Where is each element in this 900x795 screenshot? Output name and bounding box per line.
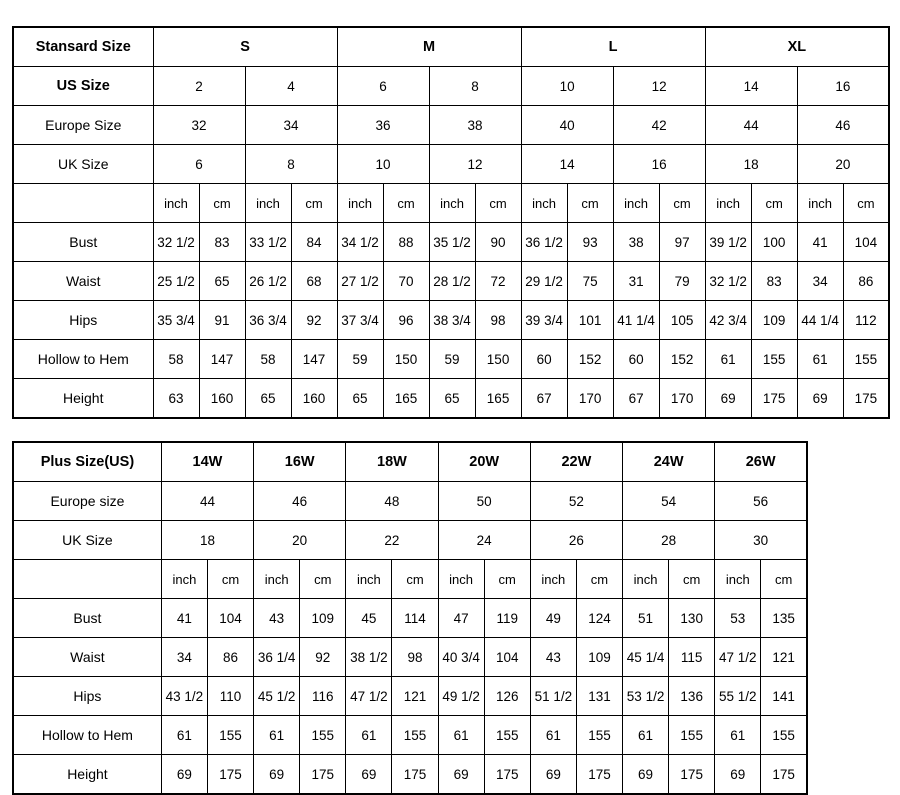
cell: 69: [623, 755, 669, 795]
plus-size-22w: 22W: [530, 442, 622, 482]
cell: 34 1/2: [337, 223, 383, 262]
cell: 48: [346, 482, 438, 521]
row-label-us-size: US Size: [13, 67, 153, 106]
cell: 104: [484, 638, 530, 677]
cell: 175: [576, 755, 622, 795]
cell: 60: [521, 340, 567, 379]
cell: 14: [521, 145, 613, 184]
cell: 105: [659, 301, 705, 340]
plus-size-table: [12, 441, 808, 795]
standard-header-label: Stansard Size: [13, 27, 153, 67]
cell: 37 3/4: [337, 301, 383, 340]
unit-cell: cm: [659, 184, 705, 223]
cell: 43: [530, 638, 576, 677]
row-label-height: Height: [13, 755, 161, 795]
cell: 35 1/2: [429, 223, 475, 262]
cell: 61: [797, 340, 843, 379]
unit-cell: inch: [429, 184, 475, 223]
cell: 51: [623, 599, 669, 638]
unit-cell: cm: [207, 560, 253, 599]
cell: 68: [291, 262, 337, 301]
cell: 69: [438, 755, 484, 795]
cell: 47: [438, 599, 484, 638]
cell: 54: [623, 482, 715, 521]
row-label-bust: Bust: [13, 599, 161, 638]
unit-cell: cm: [761, 560, 807, 599]
cell: 109: [300, 599, 346, 638]
cell: 49 1/2: [438, 677, 484, 716]
table-row: [13, 145, 889, 184]
plus-size-24w: 24W: [623, 442, 715, 482]
cell: 28 1/2: [429, 262, 475, 301]
cell: 155: [751, 340, 797, 379]
table-row: [13, 67, 889, 106]
cell: 10: [337, 145, 429, 184]
unit-cell: inch: [161, 560, 207, 599]
cell: 79: [659, 262, 705, 301]
size-group-m: M: [337, 27, 521, 67]
row-label-hollow-to-hem: Hollow to Hem: [13, 716, 161, 755]
cell: 116: [300, 677, 346, 716]
plus-size-18w: 18W: [346, 442, 438, 482]
cell: 16: [797, 67, 889, 106]
unit-cell: cm: [576, 560, 622, 599]
row-label-waist: Waist: [13, 262, 153, 301]
cell: 40: [521, 106, 613, 145]
unit-cell: inch: [254, 560, 300, 599]
cell: 92: [300, 638, 346, 677]
row-label-hollow-to-hem: Hollow to Hem: [13, 340, 153, 379]
table-row: [13, 223, 889, 262]
cell: 39 1/2: [705, 223, 751, 262]
row-label-hips: Hips: [13, 301, 153, 340]
cell: 175: [669, 755, 715, 795]
cell: 110: [207, 677, 253, 716]
cell: 49: [530, 599, 576, 638]
cell: 14: [705, 67, 797, 106]
cell: 36 1/2: [521, 223, 567, 262]
unit-cell: cm: [383, 184, 429, 223]
table-gap: [12, 419, 888, 441]
table-row-plus-sizes: [13, 442, 807, 482]
cell: 32 1/2: [153, 223, 199, 262]
row-label-waist: Waist: [13, 638, 161, 677]
cell: 136: [669, 677, 715, 716]
cell: 61: [530, 716, 576, 755]
cell: 2: [153, 67, 245, 106]
cell: 40 3/4: [438, 638, 484, 677]
table-row: [13, 340, 889, 379]
unit-cell: cm: [291, 184, 337, 223]
cell: 90: [475, 223, 521, 262]
cell: 53: [715, 599, 761, 638]
cell: 100: [751, 223, 797, 262]
unit-cell: inch: [521, 184, 567, 223]
cell: 56: [715, 482, 807, 521]
cell: 26 1/2: [245, 262, 291, 301]
cell: 135: [761, 599, 807, 638]
cell: 69: [254, 755, 300, 795]
unit-cell: inch: [438, 560, 484, 599]
cell: 147: [199, 340, 245, 379]
table-row: [13, 482, 807, 521]
cell: 75: [567, 262, 613, 301]
unit-cell: inch: [153, 184, 199, 223]
cell: 155: [392, 716, 438, 755]
cell: 44: [161, 482, 253, 521]
cell: 51 1/2: [530, 677, 576, 716]
cell: 10: [521, 67, 613, 106]
cell: 36 3/4: [245, 301, 291, 340]
cell: 38 1/2: [346, 638, 392, 677]
cell: 53 1/2: [623, 677, 669, 716]
cell: 109: [751, 301, 797, 340]
unit-cell: inch: [245, 184, 291, 223]
cell: 35 3/4: [153, 301, 199, 340]
cell: 42: [613, 106, 705, 145]
table-row: [13, 262, 889, 301]
cell: 20: [797, 145, 889, 184]
cell: 150: [475, 340, 521, 379]
cell: 47 1/2: [715, 638, 761, 677]
cell: 6: [153, 145, 245, 184]
table-row: [13, 301, 889, 340]
plus-size-20w: 20W: [438, 442, 530, 482]
size-group-xl: XL: [705, 27, 889, 67]
cell: 96: [383, 301, 429, 340]
row-label-bust: Bust: [13, 223, 153, 262]
table-row-size-groups: [13, 27, 889, 67]
cell: 38 3/4: [429, 301, 475, 340]
cell: 72: [475, 262, 521, 301]
cell: 28: [623, 521, 715, 560]
plus-header-label: Plus Size(US): [13, 442, 161, 482]
cell: 38: [429, 106, 521, 145]
cell: 155: [669, 716, 715, 755]
cell: 36: [337, 106, 429, 145]
cell: 175: [751, 379, 797, 419]
cell: 61: [715, 716, 761, 755]
cell: 59: [337, 340, 383, 379]
cell: 16: [613, 145, 705, 184]
cell: 175: [761, 755, 807, 795]
row-label-uk-size: UK Size: [13, 145, 153, 184]
unit-cell: cm: [567, 184, 613, 223]
cell: 61: [623, 716, 669, 755]
cell: 160: [199, 379, 245, 419]
cell: 55 1/2: [715, 677, 761, 716]
unit-cell: cm: [484, 560, 530, 599]
cell: 38: [613, 223, 659, 262]
cell: 98: [475, 301, 521, 340]
cell: 170: [659, 379, 705, 419]
unit-cell: cm: [475, 184, 521, 223]
unit-cell: inch: [715, 560, 761, 599]
cell: 30: [715, 521, 807, 560]
unit-cell: cm: [843, 184, 889, 223]
cell: 34: [797, 262, 843, 301]
cell: 32 1/2: [705, 262, 751, 301]
cell: 61: [161, 716, 207, 755]
cell: 27 1/2: [337, 262, 383, 301]
unit-cell: inch: [613, 184, 659, 223]
plus-size-16w: 16W: [254, 442, 346, 482]
row-label-europe-size: Europe Size: [13, 106, 153, 145]
cell: 121: [392, 677, 438, 716]
unit-cell: inch: [623, 560, 669, 599]
cell: 29 1/2: [521, 262, 567, 301]
cell: 45 1/4: [623, 638, 669, 677]
cell: 44: [705, 106, 797, 145]
cell: 67: [613, 379, 659, 419]
table-row: [13, 521, 807, 560]
cell: 60: [613, 340, 659, 379]
cell: 155: [843, 340, 889, 379]
cell: 147: [291, 340, 337, 379]
unit-cell: cm: [669, 560, 715, 599]
cell: 50: [438, 482, 530, 521]
cell: 39 3/4: [521, 301, 567, 340]
cell: 131: [576, 677, 622, 716]
cell: 12: [429, 145, 521, 184]
cell: 119: [484, 599, 530, 638]
cell: 65: [429, 379, 475, 419]
table-row: [13, 716, 807, 755]
cell: 32: [153, 106, 245, 145]
cell: 67: [521, 379, 567, 419]
cell: 69: [161, 755, 207, 795]
table-row: [13, 677, 807, 716]
standard-table-body: [13, 27, 889, 418]
cell: 165: [475, 379, 521, 419]
row-label-europe-size: Europe size: [13, 482, 161, 521]
cell: 83: [751, 262, 797, 301]
cell: 65: [337, 379, 383, 419]
standard-size-table: [12, 26, 890, 419]
row-label-height: Height: [13, 379, 153, 419]
cell: 92: [291, 301, 337, 340]
cell: 41: [797, 223, 843, 262]
cell: 84: [291, 223, 337, 262]
cell: 61: [705, 340, 751, 379]
cell: 115: [669, 638, 715, 677]
table-row: [13, 638, 807, 677]
cell: 175: [392, 755, 438, 795]
cell: 26: [530, 521, 622, 560]
cell: 8: [245, 145, 337, 184]
cell: 34: [161, 638, 207, 677]
cell: 58: [153, 340, 199, 379]
cell: 59: [429, 340, 475, 379]
cell: 45: [346, 599, 392, 638]
cell: 165: [383, 379, 429, 419]
unit-row-label: [13, 560, 161, 599]
cell: 86: [843, 262, 889, 301]
table-row: [13, 106, 889, 145]
cell: 36 1/4: [254, 638, 300, 677]
cell: 114: [392, 599, 438, 638]
cell: 175: [300, 755, 346, 795]
cell: 155: [484, 716, 530, 755]
cell: 31: [613, 262, 659, 301]
row-label-hips: Hips: [13, 677, 161, 716]
table-row-units: [13, 560, 807, 599]
unit-cell: cm: [751, 184, 797, 223]
cell: 20: [254, 521, 346, 560]
cell: 69: [346, 755, 392, 795]
plus-size-26w: 26W: [715, 442, 807, 482]
cell: 69: [797, 379, 843, 419]
cell: 155: [207, 716, 253, 755]
cell: 98: [392, 638, 438, 677]
cell: 8: [429, 67, 521, 106]
cell: 91: [199, 301, 245, 340]
cell: 34: [245, 106, 337, 145]
cell: 152: [659, 340, 705, 379]
cell: 175: [843, 379, 889, 419]
cell: 112: [843, 301, 889, 340]
cell: 61: [438, 716, 484, 755]
cell: 101: [567, 301, 613, 340]
unit-cell: inch: [346, 560, 392, 599]
plus-size-14w: 14W: [161, 442, 253, 482]
cell: 12: [613, 67, 705, 106]
cell: 18: [705, 145, 797, 184]
cell: 170: [567, 379, 613, 419]
cell: 130: [669, 599, 715, 638]
cell: 52: [530, 482, 622, 521]
unit-cell: cm: [392, 560, 438, 599]
cell: 155: [300, 716, 346, 755]
cell: 42 3/4: [705, 301, 751, 340]
cell: 61: [346, 716, 392, 755]
cell: 65: [199, 262, 245, 301]
cell: 175: [484, 755, 530, 795]
cell: 61: [254, 716, 300, 755]
cell: 104: [207, 599, 253, 638]
cell: 126: [484, 677, 530, 716]
cell: 155: [761, 716, 807, 755]
cell: 69: [530, 755, 576, 795]
size-group-l: L: [521, 27, 705, 67]
cell: 150: [383, 340, 429, 379]
size-group-s: S: [153, 27, 337, 67]
cell: 124: [576, 599, 622, 638]
cell: 69: [705, 379, 751, 419]
cell: 41: [161, 599, 207, 638]
table-row: [13, 599, 807, 638]
cell: 86: [207, 638, 253, 677]
cell: 24: [438, 521, 530, 560]
unit-cell: cm: [300, 560, 346, 599]
table-row: [13, 379, 889, 419]
cell: 45 1/2: [254, 677, 300, 716]
cell: 155: [576, 716, 622, 755]
cell: 46: [797, 106, 889, 145]
cell: 97: [659, 223, 705, 262]
unit-cell: inch: [797, 184, 843, 223]
cell: 44 1/4: [797, 301, 843, 340]
plus-table-body: [13, 442, 807, 794]
cell: 22: [346, 521, 438, 560]
unit-cell: inch: [705, 184, 751, 223]
unit-cell: inch: [337, 184, 383, 223]
unit-cell: inch: [530, 560, 576, 599]
table-row: [13, 755, 807, 795]
cell: 83: [199, 223, 245, 262]
unit-row-label: [13, 184, 153, 223]
cell: 47 1/2: [346, 677, 392, 716]
cell: 33 1/2: [245, 223, 291, 262]
unit-cell: cm: [199, 184, 245, 223]
cell: 4: [245, 67, 337, 106]
cell: 6: [337, 67, 429, 106]
table-row-units: [13, 184, 889, 223]
cell: 88: [383, 223, 429, 262]
cell: 69: [715, 755, 761, 795]
cell: 63: [153, 379, 199, 419]
cell: 175: [207, 755, 253, 795]
cell: 43 1/2: [161, 677, 207, 716]
cell: 41 1/4: [613, 301, 659, 340]
cell: 141: [761, 677, 807, 716]
cell: 70: [383, 262, 429, 301]
cell: 93: [567, 223, 613, 262]
cell: 18: [161, 521, 253, 560]
cell: 160: [291, 379, 337, 419]
cell: 46: [254, 482, 346, 521]
cell: 43: [254, 599, 300, 638]
cell: 104: [843, 223, 889, 262]
cell: 25 1/2: [153, 262, 199, 301]
cell: 121: [761, 638, 807, 677]
row-label-uk-size: UK Size: [13, 521, 161, 560]
cell: 65: [245, 379, 291, 419]
cell: 109: [576, 638, 622, 677]
cell: 58: [245, 340, 291, 379]
cell: 152: [567, 340, 613, 379]
